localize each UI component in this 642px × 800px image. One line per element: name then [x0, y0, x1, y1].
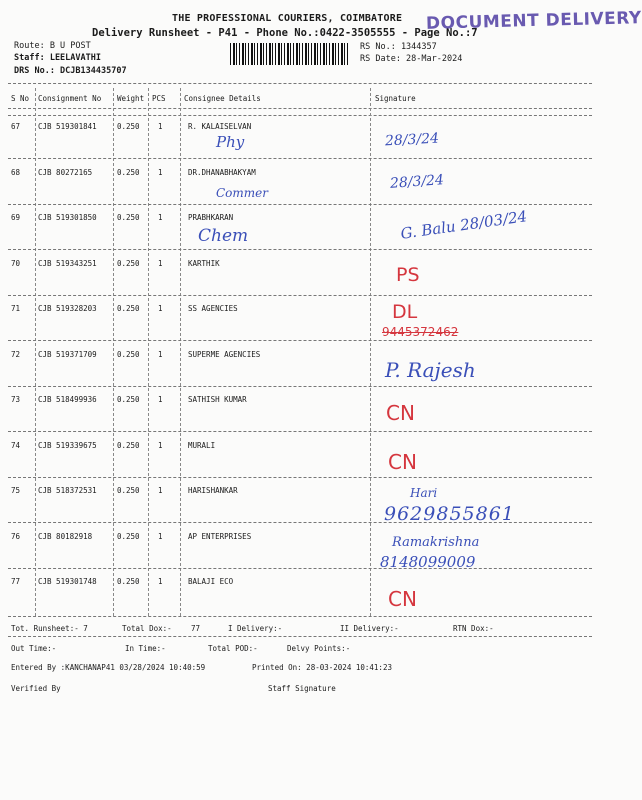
- row-sno: 71: [11, 304, 21, 313]
- total-dox-label: Total Dox:-: [122, 624, 172, 633]
- row-consignee: KARTHIK: [188, 258, 220, 268]
- divider: [8, 636, 592, 637]
- route-label: Route: B U POST: [14, 41, 91, 51]
- handwritten-status: PS: [396, 264, 420, 286]
- row-divider: [8, 431, 592, 432]
- column-divider: [113, 88, 114, 616]
- col-consignee: Consignee Details: [184, 94, 261, 103]
- col-signature: Signature: [375, 94, 416, 103]
- row-divider: [8, 249, 592, 250]
- handwritten-signature: 28/3/24: [389, 172, 445, 192]
- handwritten-signature: 28/3/24: [384, 130, 440, 150]
- company-title: THE PROFESSIONAL COURIERS, COIMBATORE: [172, 13, 403, 24]
- row-weight: 0.250: [117, 486, 140, 495]
- row-weight: 0.250: [117, 213, 140, 222]
- divider: [8, 83, 592, 84]
- handwritten-phone: 8148099009: [380, 553, 476, 571]
- handwritten-status: CN: [388, 587, 417, 611]
- row-consignee: DR.DHANABHAKYAM: [188, 167, 256, 177]
- row-divider: [8, 386, 592, 387]
- runsheet-title: Delivery Runsheet - P41 - Phone No.:0422-3505555 - Page No.:7: [92, 27, 478, 39]
- row-consignee: SATHISH KUMAR: [188, 395, 247, 404]
- handwritten-phone: 9445372462: [382, 325, 459, 339]
- divider: [8, 115, 592, 116]
- handwritten-status: CN: [388, 450, 417, 474]
- row-consignee: MURALI: [188, 440, 216, 450]
- staff-signature: Staff Signature: [268, 684, 336, 693]
- col-consignment: Consignment No: [38, 94, 102, 103]
- row-weight: 0.250: [117, 395, 140, 404]
- col-sno: S No: [11, 94, 30, 103]
- row-consignment-no: CJB 519328203: [38, 304, 97, 313]
- row-weight: 0.250: [117, 122, 140, 131]
- rs-number: RS No.: 1344357: [360, 42, 437, 52]
- row-sno: 75: [11, 486, 21, 495]
- row-pcs: 1: [158, 122, 163, 131]
- delvy-points: Delvy Points:-: [287, 644, 351, 653]
- row-divider: [8, 477, 592, 478]
- row-consignment-no: CJB 80182918: [38, 531, 93, 541]
- row-pcs: 1: [158, 213, 163, 222]
- row-pcs: 1: [158, 167, 163, 177]
- total-pod: Total POD:-: [208, 644, 258, 653]
- column-divider: [180, 88, 181, 616]
- row-consignment-no: CJB 519301841: [38, 122, 97, 131]
- row-weight: 0.250: [117, 349, 140, 359]
- row-sno: 67: [11, 122, 21, 131]
- staff-label: Staff: LEELAVATHI: [14, 53, 101, 63]
- row-divider: [8, 295, 592, 296]
- row-pcs: 1: [158, 577, 163, 586]
- row-pcs: 1: [158, 531, 163, 541]
- row-pcs: 1: [158, 486, 163, 495]
- handwritten-signature: P. Rajesh: [385, 358, 476, 382]
- handwritten-name: Ramakrishna: [392, 535, 480, 550]
- handwritten-status: DL: [392, 301, 418, 323]
- column-divider: [370, 88, 371, 616]
- row-consignment-no: CJB 518372531: [38, 486, 97, 495]
- printed-on: Printed On: 28-03-2024 10:41:23: [252, 663, 392, 672]
- row-pcs: 1: [158, 304, 163, 313]
- handwritten-status: CN: [386, 401, 415, 425]
- row-sno: 70: [11, 258, 21, 268]
- row-consignee: R. KALAISELVAN: [188, 122, 252, 131]
- drs-number: DRS No.: DCJB134435707: [14, 66, 127, 76]
- row-consignment-no: CJB 519301850: [38, 213, 97, 222]
- entered-by: Entered By :KANCHANAP41 03/28/2024 10:40:59: [11, 663, 206, 672]
- row-sno: 76: [11, 531, 21, 541]
- row-sno: 74: [11, 440, 21, 450]
- handwritten-dept-note: Chem: [198, 226, 249, 246]
- row-sno: 72: [11, 349, 21, 359]
- out-time: Out Time:-: [11, 644, 57, 653]
- rtn-dox: RTN Dox:-: [453, 624, 494, 633]
- row-consignment-no: CJB 518499936: [38, 395, 97, 404]
- handwritten-signature: G. Balu 28/03/24: [399, 207, 529, 243]
- row-sno: 69: [11, 213, 21, 222]
- row-pcs: 1: [158, 258, 163, 268]
- handwritten-dept-note: Phy: [216, 133, 245, 151]
- row-sno: 77: [11, 577, 21, 586]
- handwritten-name: Hari: [410, 486, 438, 500]
- row-pcs: 1: [158, 349, 163, 359]
- row-weight: 0.250: [117, 304, 140, 313]
- row-weight: 0.250: [117, 577, 140, 586]
- tot-runsheet: Tot. Runsheet:- 7: [11, 624, 88, 633]
- row-consignee: HARISHANKAR: [188, 486, 238, 495]
- row-weight: 0.250: [117, 440, 140, 450]
- row-consignee: PRABHKARAN: [188, 213, 234, 222]
- barcode: [230, 43, 348, 65]
- column-divider: [148, 88, 149, 616]
- row-divider: [8, 158, 592, 159]
- row-consignment-no: CJB 519339675: [38, 440, 97, 450]
- row-divider: [8, 340, 592, 341]
- row-sno: 68: [11, 167, 21, 177]
- row-divider: [8, 204, 592, 205]
- document-delivery-stamp: DOCUMENT DELIVERY: [425, 8, 642, 34]
- row-consignee: AP ENTERPRISES: [188, 531, 252, 541]
- handwritten-phone: 9629855861: [384, 503, 515, 525]
- row-pcs: 1: [158, 440, 163, 450]
- col-pcs: PCS: [152, 94, 166, 103]
- total-dox-value: 77: [191, 624, 201, 633]
- row-sno: 73: [11, 395, 21, 404]
- in-time: In Time:-: [125, 644, 166, 653]
- col-weight: Weight: [117, 94, 145, 103]
- row-consignment-no: CJB 519301748: [38, 577, 97, 586]
- row-consignment-no: CJB 519371709: [38, 349, 97, 359]
- divider: [8, 616, 592, 617]
- verified-by: Verified By: [11, 684, 61, 693]
- i-delivery: I Delivery:-: [228, 624, 283, 633]
- row-consignment-no: CJB 80272165: [38, 167, 93, 177]
- column-divider: [35, 88, 36, 616]
- row-weight: 0.250: [117, 167, 140, 177]
- row-consignee: SUPERME AGENCIES: [188, 349, 261, 359]
- row-divider: [8, 568, 592, 569]
- row-weight: 0.250: [117, 531, 140, 541]
- row-consignment-no: CJB 519343251: [38, 258, 97, 268]
- rs-date: RS Date: 28-Mar-2024: [360, 54, 463, 64]
- handwritten-dept-note: Commer: [216, 186, 269, 200]
- row-weight: 0.250: [117, 258, 140, 268]
- ii-delivery: II Delivery:-: [340, 624, 399, 633]
- row-consignee: BALAJI ECO: [188, 577, 234, 586]
- row-consignee: SS AGENCIES: [188, 304, 238, 313]
- row-pcs: 1: [158, 395, 163, 404]
- divider: [8, 108, 592, 109]
